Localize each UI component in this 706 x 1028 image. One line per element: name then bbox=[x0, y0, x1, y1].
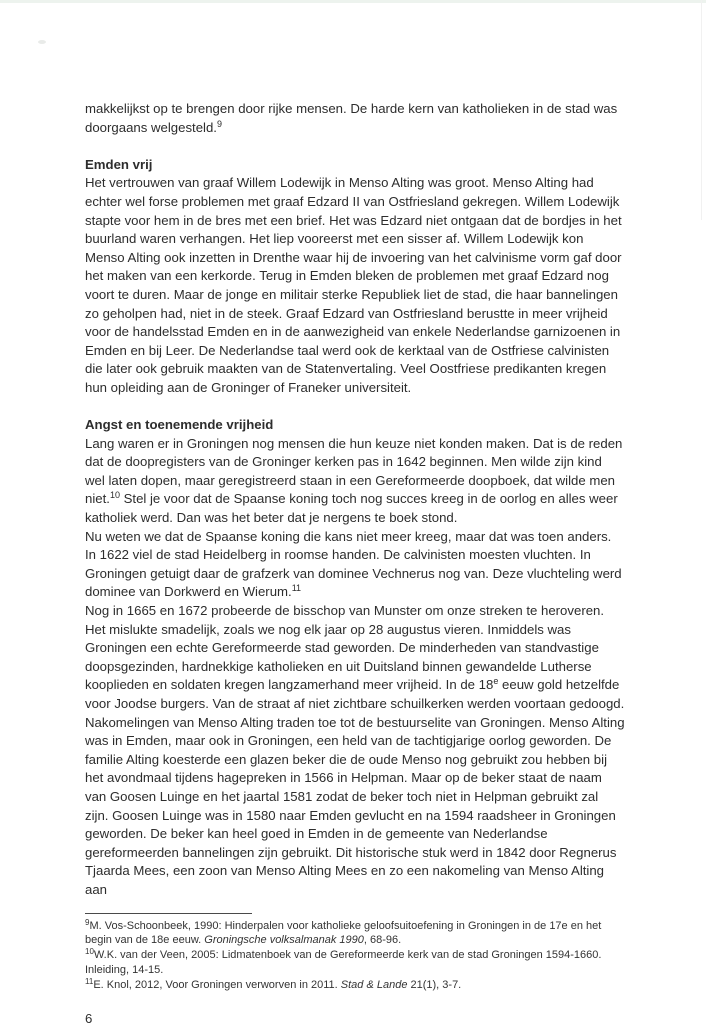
angst-paragraph-1-text-continued: Stel je voor dat de Spaanse koning toch nog succes kreeg in de oorlog en alles weer katholiek werd. Dan was het beter dat je nergens te boek stond. bbox=[85, 491, 618, 526]
emden-paragraph: Het vertrouwen van graaf Willem Lodewijk in Menso Alting was groot. Menso Alting had echter wel forse problemen met graaf Edzard II van Ostfriesland gekregen. Willem Lodewijk stapte voor hem in de bres met een brief. Het was Edzard niet ontgaan dat de bordjes in het buurland waren verhangen. Het liep vooreerst met een sisser af. Willem Lodewijk kon Menso Alting ook inzetten in Drenthe waar hij de invoering van het calvinisme vorm gaf door het maken van een kerkorde. Terug in Emden bleken de problemen met graaf Edzard nog voort te duren. Maar de jonge en militair sterke Republiek liet de stad, die haar bannelingen zo geholpen had, niet in de steek. Graaf Edzard van Ostfriesland berustte in meer vrijheid voor de handelsstad Emden en in de aanwezigheid van enkele Nederlandse garnizoenen in Emden en bij Leer. De Nederlandse taal werd ook de kerktaal van de Ostfriese calvinisten die later ook gebruik maakten van de Statenvertaling. Veel Oostfriese predikanten kregen hun opleiding aan de Groninger of Franeker universiteit. bbox=[85, 175, 622, 395]
footnote-11-marker: 11 bbox=[85, 976, 94, 986]
heading-angst-en-toenemende-vrijheid: Angst en toenemende vrijheid bbox=[85, 417, 274, 433]
heading-emden-vrij: Emden vrij bbox=[85, 156, 153, 172]
footnote-9 bbox=[85, 919, 625, 949]
footnote-9-journal: Groningsche volksalmanak 1990 bbox=[204, 934, 364, 947]
angst-paragraph-2-text: Nu weten we dat de Spaanse koning die kans niet meer kreeg, maar dat was toen anders. In 1622 viel de stad Heidelberg in roomse handen. De calvinisten moesten vluchten. In Groningen getuigt daar de grafzerk van dominee Vechnerus nog van. Deze vluchteling werd dominee van Dorkwerd en Wierum. bbox=[85, 528, 622, 600]
angst-paragraph-3-text: Nog in 1665 en 1672 probeerde de bisschop van Munster om onze streken te heroveren. Het mislukte smadelijk, zoals we nog elk jaar op 28 augustus vieren. Inmiddels was Groningen een echte Gereformeerde stad geworden. De minderheden van standvastige doopsgezinden, hardnekkige katholieken en uit Duitsland binnen gewandelde Lutherse kooplieden en soldaten kregen langzamerhand meer vrijheid. In de 18 bbox=[85, 603, 605, 693]
footnote-ref-10: 10 bbox=[109, 490, 120, 501]
angst-paragraph-3-text-continued: eeuw gold hetzelfde voor Joodse burgers. Van de straat af niet zichtbare schuilkerken werden voortaan gedoogd. Nakomelingen van Menso Alting traden toe tot de bestuurselite van Groningen. Menso Alting was in Emden, maar ook in Groningen, een held van de tachtigjarige oorlog geworden. De familie Alting koesterde een glazen beker die de oude Menso nog gebruikt zou hebben bij het avondmaal tijdens hagepreken in 1566 in Helpman. Maar op de beker staat de naam van Goosen Luinge en het jaartal 1581 zodat de beker toch niet in Helpman gebruikt zal zijn. Goosen Luinge was in 1580 naar Emden gevlucht en na 1594 raadsheer in Groningen geworden. De beker kan heel goed in Emden in de gemeente van Nederlandse gereformeerden bannelingen zijn gebruikt. Dit historische stuk werd in 1842 door Regnerus Tjaarda Mees, een zoon van Menso Alting Mees en zo een nakomeling van Menso Alting aan bbox=[85, 677, 625, 897]
intro-paragraph bbox=[85, 100, 625, 137]
angst-paragraph-2 bbox=[85, 528, 625, 602]
footnote-10-text: W.K. van der Veen, 2005: Lidmatenboek van de Gereformeerde kerk van de stad Groningen 1594-1660. Inleiding, 14-15. bbox=[85, 949, 602, 976]
footnote-9-text: M. Vos-Schoonbeek, 1990: Hinderpalen voor katholieke geloofsuitoefening in Groningen in de 17e en het begin van de 18e eeuw. bbox=[85, 919, 602, 947]
footnote-11-journal: Stad & Lande bbox=[340, 978, 408, 991]
angst-paragraph-3 bbox=[85, 602, 625, 900]
scan-smudge bbox=[38, 40, 46, 44]
footnote-ref-9: 9 bbox=[216, 118, 222, 129]
footnote-11 bbox=[85, 978, 625, 993]
footnote-divider bbox=[85, 913, 252, 914]
footnotes-block bbox=[85, 919, 625, 993]
page-body bbox=[85, 100, 625, 1028]
footnote-11-text: E. Knol, 2012, Voor Groningen verworven in 2011. bbox=[93, 978, 341, 991]
footnote-9-marker: 9 bbox=[85, 917, 90, 927]
footnote-10-marker: 10 bbox=[85, 947, 94, 957]
footnote-ref-11: 11 bbox=[291, 583, 302, 594]
intro-text: makkelijkst op te brengen door rijke mensen. De harde kern van katholieken in de stad was doorgaans welgesteld. bbox=[85, 101, 618, 135]
footnote-11-pages: 21(1), 3-7. bbox=[407, 978, 462, 991]
scan-artifact-right-edge bbox=[701, 0, 702, 220]
footnote-9-pages: , 68-96. bbox=[363, 934, 402, 947]
angst-paragraph-1 bbox=[85, 435, 625, 528]
angst-paragraph-1-text: Lang waren er in Groningen nog mensen die hun keuze niet konden maken. Dat is de reden dat de doopregisters van de Groninger kerken pas in 1642 beginnen. Men wilde zijn kind wel laten dopen, maar geregistreerd staan in een Gereformeerde doopboek, dat wilde men niet. bbox=[85, 435, 623, 507]
scan-artifact-top-edge bbox=[0, 0, 706, 3]
ordinal-superscript: e bbox=[493, 676, 499, 687]
page-number: 6 bbox=[85, 1010, 93, 1026]
footnote-10 bbox=[85, 948, 625, 978]
